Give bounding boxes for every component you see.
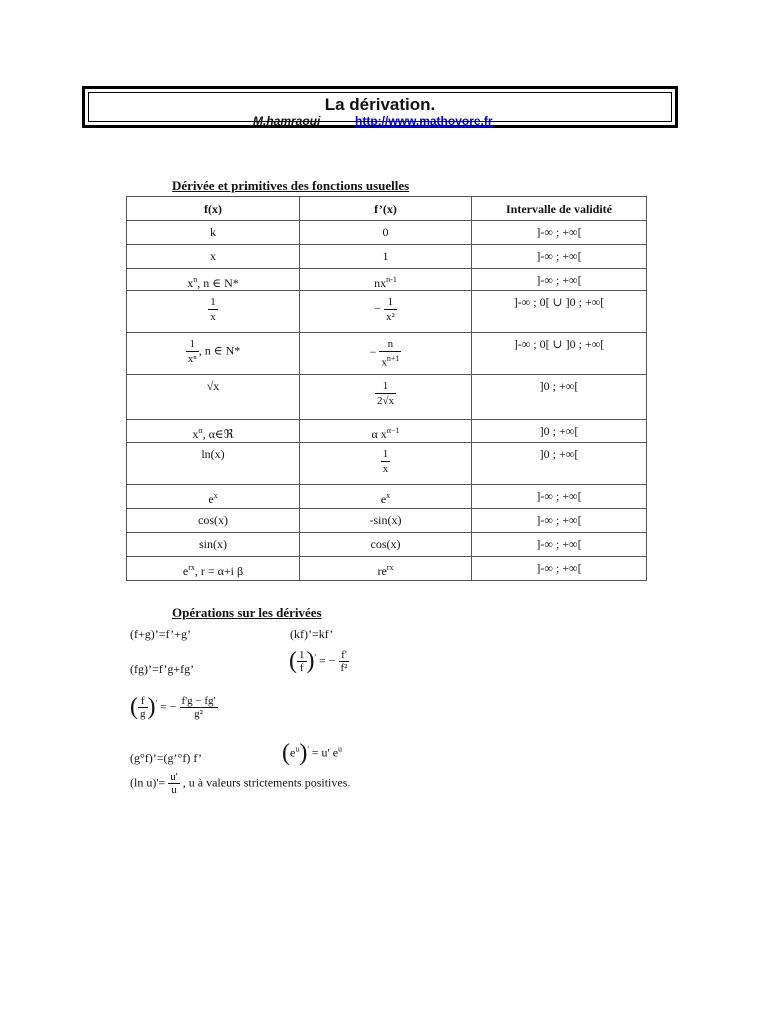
df-cell: − $\frac{n}{x^{n+1}}$	[369, 338, 400, 369]
interval-cell: ]-∞ ; +∞[	[536, 273, 582, 287]
rule-inverse: ( $\frac{1}{f}$ )' = − $\frac{f'}{\text{f²}}$	[289, 648, 348, 674]
fraction: $\frac{f}{g}$	[140, 695, 146, 720]
df-cell: α $x^{\alpha-1}$	[371, 426, 400, 441]
interval-cell: ]-∞ ; 0[ ∪ ]0 ; +∞[	[513, 337, 605, 351]
table-row	[127, 557, 647, 581]
table-row	[127, 533, 647, 557]
f-cell: $e^{rx}$, r = α+i β	[182, 563, 244, 578]
interval-cell: ]-∞ ; +∞[	[536, 537, 582, 551]
table-row	[127, 420, 647, 443]
f-cell: sin(x)	[199, 537, 227, 551]
interval-cell: ]-∞ ; 0[ ∪ ]0 ; +∞[	[513, 295, 605, 309]
table-row	[127, 509, 647, 533]
column-header: Intervalle de validité	[472, 197, 647, 221]
website-link[interactable]: http://www.mathovore.fr	[355, 114, 493, 128]
fraction: $\frac{n}{x^{n+1}}$	[381, 338, 400, 369]
df-cell: -sin(x)	[369, 513, 402, 527]
page-title: La dérivation.	[324, 95, 436, 114]
column-header: f’(x)	[300, 197, 472, 221]
df-cell: 1	[382, 249, 389, 263]
df-cell: − $\frac{1}{\text{x²}}$	[374, 296, 395, 323]
f-cell	[127, 291, 299, 324]
author-name: M.hamraoui	[253, 114, 321, 128]
f-cell: ln(x)	[201, 447, 225, 461]
f-cell: x	[210, 249, 216, 263]
fraction: $\frac{1}{x}$	[210, 296, 216, 323]
fraction: $\frac{1}{x}$	[382, 448, 389, 475]
table-row	[127, 269, 647, 291]
rule-composition: (g°f)’=(g’°f) f’	[130, 751, 202, 765]
column-header: f(x)	[127, 197, 300, 221]
rule-product: (fg)’=f’g+fg’	[130, 662, 195, 676]
table-header-row	[127, 197, 647, 221]
f-cell: k	[210, 225, 216, 239]
table-row	[127, 375, 647, 420]
table-row	[127, 291, 647, 333]
rule-sum: (f+g)’=f’+g’	[130, 627, 191, 641]
section-title-operations: Opérations sur les dérivées	[172, 605, 322, 620]
header-box	[82, 86, 678, 128]
interval-cell: ]0 ; +∞[	[539, 424, 579, 438]
table-row	[127, 443, 647, 485]
interval-cell: ]-∞ ; +∞[	[536, 513, 582, 527]
rule-quotient: ( $\frac{f}{g}$ )' = − $\frac{f'g - fg'}{\text{g²}}$	[130, 694, 216, 720]
f-cell: $e^x$	[208, 491, 218, 506]
rule-scalar: (kf)’=kf’	[290, 627, 334, 641]
fraction: $\frac{1}{\text{xⁿ}}$	[187, 338, 197, 365]
table-row	[127, 221, 647, 245]
interval-cell: ]-∞ ; +∞[	[536, 489, 582, 503]
fraction: $\frac{1}{2√x}$	[376, 380, 395, 407]
df-cell: 0	[382, 225, 389, 239]
f-cell: $\frac{1}{\text{xⁿ}}$ , n ∈ N*	[187, 338, 241, 365]
f-cell: cos(x)	[198, 513, 228, 527]
derivatives-table	[126, 196, 647, 581]
df-cell: cos(x)	[370, 537, 401, 551]
df-cell: $nx^{n-1}$	[374, 275, 397, 290]
section-title-usual-functions: Dérivée et primitives des fonctions usuelles	[172, 178, 410, 193]
header-inner-border	[88, 92, 672, 128]
interval-cell: ]-∞ ; +∞[	[536, 561, 582, 575]
rule-logarithm: (ln u)'= $\frac{u'}{u}$ , u à valeurs strictements positives.	[130, 771, 351, 796]
table-row	[127, 333, 647, 375]
table-row	[127, 245, 647, 269]
interval-cell: ]-∞ ; +∞[	[536, 225, 582, 239]
f-cell: √x	[206, 379, 220, 393]
fraction: $\frac{f'g - fg'}{\text{g²}}$	[181, 695, 216, 720]
table-row	[127, 485, 647, 509]
interval-cell: ]0 ; +∞[	[539, 379, 579, 393]
df-cell	[300, 443, 471, 476]
interval-cell: ]0 ; +∞[	[539, 447, 579, 461]
df-cell	[300, 375, 471, 408]
fraction: $\frac{1}{f}$	[299, 649, 305, 674]
fraction: $\frac{1}{\text{x²}}$	[385, 296, 395, 323]
fraction: $\frac{f'}{\text{f²}}$	[340, 649, 348, 674]
df-cell: $e^x$	[380, 491, 391, 506]
rule-exponential: $(e^u)' = u'$ $e^u$	[282, 740, 343, 766]
df-cell: $re^{rx}$	[377, 563, 394, 578]
interval-cell: ]-∞ ; +∞[	[536, 249, 582, 263]
fraction: $\frac{u'}{u}$	[170, 771, 178, 796]
f-cell: $x^\alpha$, α∈ℜ	[192, 426, 234, 441]
f-cell: $x^n$, n ∈ N*	[187, 275, 239, 290]
